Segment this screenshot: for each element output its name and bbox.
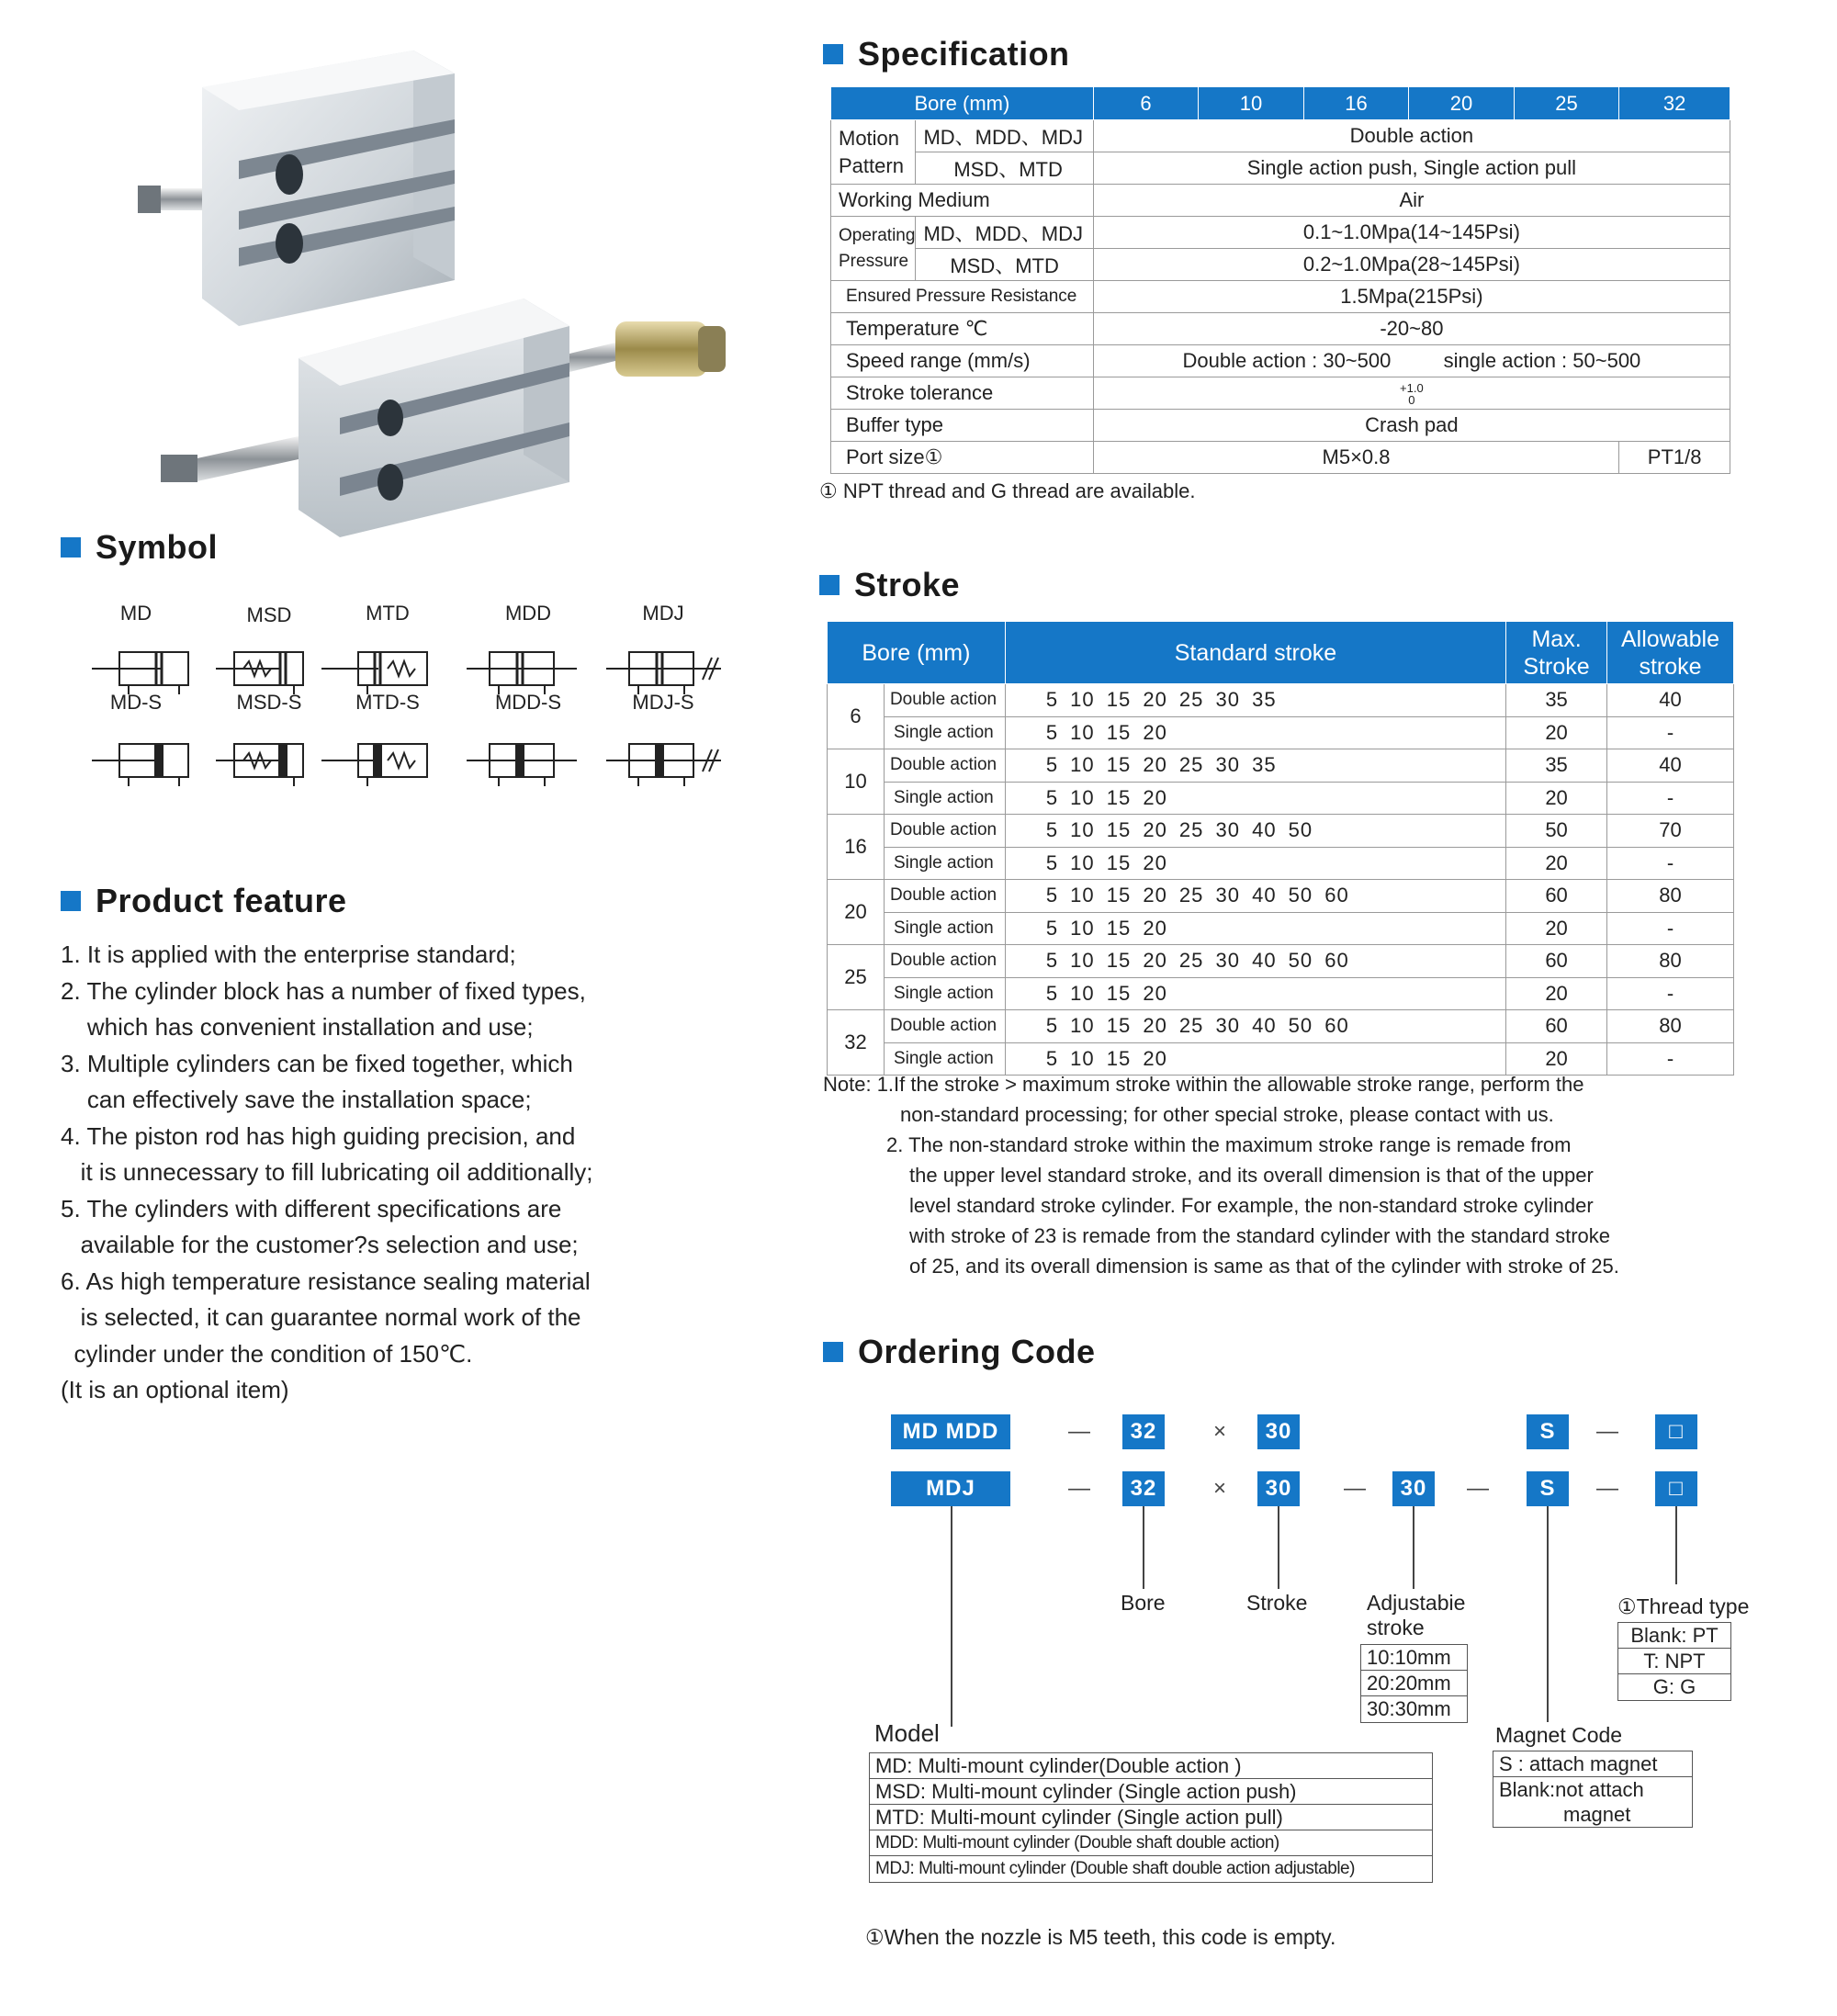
model-options-box: [869, 1752, 1433, 1883]
stroke-row-single: [828, 977, 1734, 1010]
symbol-section-title: [61, 528, 218, 567]
spec-header-cell: 20: [1409, 87, 1515, 120]
header-text: Max.: [1531, 625, 1582, 652]
adjust-options-box: [1360, 1644, 1468, 1723]
msd-symbol-icon: [216, 629, 335, 712]
stroke-allowable-cell: -: [1607, 977, 1734, 1010]
specification-section-title: [823, 35, 1070, 73]
spec-label-text: Pressure: [839, 251, 909, 271]
stroke-standard-cell: 5 10 15 20 25 30 40 50 60: [1005, 945, 1505, 978]
spec-header-cell: 32: [1619, 87, 1730, 120]
symbol-label-mtd: MTD: [366, 602, 410, 625]
bore-code-box: 32: [1122, 1414, 1165, 1449]
stroke-code-box: 30: [1257, 1414, 1300, 1449]
msd-s-symbol-icon: [216, 721, 335, 804]
bore-code-box: 32: [1122, 1471, 1165, 1506]
mdd-symbol-icon: [467, 629, 586, 712]
stroke-allowable-cell: 80: [1607, 945, 1734, 978]
stroke-header-standard: Standard stroke: [1005, 622, 1505, 684]
stroke-header-row: [828, 622, 1734, 684]
stroke-max-cell: 20: [1506, 977, 1607, 1010]
stroke-max-cell: 35: [1506, 684, 1607, 717]
section-square-icon: [61, 537, 81, 557]
stroke-row-double: [828, 880, 1734, 913]
stroke-max-cell: 60: [1506, 945, 1607, 978]
stroke-standard-cell: 5 10 15 20: [1005, 847, 1505, 880]
magnet-option: S : attach magnet: [1493, 1751, 1692, 1777]
spec-model-cell: MD、MDD、MDJ: [916, 120, 1093, 152]
header-text: Stroke: [1523, 653, 1590, 680]
stroke-bore-cell: 6: [828, 684, 885, 749]
model-code-box: MDJ: [891, 1471, 1010, 1506]
magnet-option-text: Blank:not attach: [1499, 1778, 1644, 1801]
spec-header-cell: 6: [1093, 87, 1198, 120]
stroke-standard-cell: 5 10 15 20 25 30 40 50 60: [1005, 1010, 1505, 1043]
spec-label-cell: Buffer type: [831, 410, 1094, 442]
section-title-text: Stroke: [854, 566, 961, 603]
stroke-row-single: [828, 847, 1734, 880]
specification-table: [830, 86, 1730, 474]
stroke-standard-cell: 5 10 15 20: [1005, 977, 1505, 1010]
model-option: MDD: Multi-mount cylinder (Double shaft double action): [870, 1830, 1432, 1856]
times-separator: ×: [1213, 1476, 1227, 1501]
spec-value-cell: PT1/8: [1619, 442, 1730, 474]
stroke-connector-line: [1278, 1506, 1279, 1589]
thread-code-box: □: [1655, 1471, 1697, 1506]
stroke-action-cell: Single action: [884, 847, 1005, 880]
spec-value-cell: M5×0.8: [1093, 442, 1619, 474]
stroke-allowable-cell: -: [1607, 782, 1734, 815]
stroke-allowable-cell: 70: [1607, 815, 1734, 848]
feature-line: can effectively save the installation space;: [61, 1086, 532, 1113]
adjust-option: 20:20mm: [1361, 1671, 1467, 1696]
mtd-symbol-icon: [321, 629, 441, 712]
spec-row: [831, 313, 1730, 345]
bore-connector-line: [1143, 1506, 1144, 1589]
section-square-icon: [823, 1342, 843, 1362]
stroke-standard-cell: 5 10 15 20: [1005, 782, 1505, 815]
spec-value-cell: -20~80: [1093, 313, 1730, 345]
spec-value-cell: Crash pad: [1093, 410, 1730, 442]
product-photo: [138, 51, 744, 537]
spec-value-cell: Single action push, Single action pull: [1093, 152, 1730, 185]
symbol-label-md: MD: [119, 602, 152, 625]
spec-pressure-label: [831, 217, 916, 281]
thread-code-box: □: [1655, 1414, 1697, 1449]
times-separator: ×: [1213, 1419, 1227, 1444]
spec-speed-double: Double action : 30~500: [1182, 349, 1392, 372]
spec-row: [831, 152, 1730, 185]
spec-motion-label: [831, 120, 916, 185]
stroke-max-cell: 60: [1506, 880, 1607, 913]
spec-model-cell: MD、MDD、MDJ: [916, 217, 1093, 249]
stroke-action-cell: Single action: [884, 1042, 1005, 1076]
spec-row: [831, 217, 1730, 249]
spec-row: [831, 345, 1730, 377]
stroke-max-cell: 20: [1506, 716, 1607, 749]
note-line: level standard stroke cylinder. For example, the non-standard stroke cylinder: [909, 1194, 1594, 1217]
stroke-action-cell: Double action: [884, 945, 1005, 978]
spec-row: [831, 120, 1730, 152]
stroke-bore-cell: 20: [828, 880, 885, 945]
spec-row: [831, 185, 1730, 217]
section-square-icon: [823, 44, 843, 64]
magnet-code-box: S: [1527, 1471, 1569, 1506]
stroke-max-cell: 35: [1506, 749, 1607, 783]
ordering-code-section-title: [823, 1333, 1096, 1371]
stroke-header-bore: Bore (mm): [828, 622, 1006, 684]
model-label: Model: [874, 1719, 940, 1747]
dash-separator: —: [1344, 1476, 1366, 1501]
adjust-label-text: Adjustabie: [1367, 1591, 1466, 1615]
section-title-text: Ordering Code: [858, 1333, 1096, 1370]
magnet-option-text: magnet: [1563, 1803, 1631, 1826]
spec-label-cell: Temperature ℃: [831, 313, 1094, 345]
feature-line: 5. The cylinders with different specifications are: [61, 1194, 562, 1222]
feature-line: is selected, it can guarantee normal work of the: [61, 1303, 581, 1331]
section-title-text: Product feature: [96, 882, 347, 919]
spec-row: [831, 442, 1730, 474]
feature-line: 3. Multiple cylinders can be fixed together, which: [61, 1049, 573, 1077]
spec-value-cell: 0.2~1.0Mpa(28~145Psi): [1093, 249, 1730, 281]
stroke-standard-cell: 5 10 15 20 25 30 35: [1005, 684, 1505, 717]
dash-separator: —: [1596, 1476, 1618, 1501]
model-option: MSD: Multi-mount cylinder (Single action push): [870, 1779, 1432, 1805]
stroke-action-cell: Single action: [884, 912, 1005, 945]
adjust-code-box: 30: [1392, 1471, 1435, 1506]
feature-line: available for the customer?s selection and use;: [61, 1231, 579, 1258]
dash-separator: —: [1068, 1419, 1090, 1444]
spec-label-cell: Port size①: [831, 442, 1094, 474]
model-connector-line: [951, 1506, 952, 1727]
stroke-max-cell: 20: [1506, 782, 1607, 815]
spec-row: [831, 249, 1730, 281]
stroke-standard-cell: 5 10 15 20: [1005, 1042, 1505, 1076]
spec-header-cell: 16: [1303, 87, 1409, 120]
stroke-max-cell: 20: [1506, 912, 1607, 945]
spec-value-cell: Double action: [1093, 120, 1730, 152]
stroke-row-double: [828, 1010, 1734, 1043]
stroke-allowable-cell: -: [1607, 1042, 1734, 1076]
feature-line: (It is an optional item): [61, 1376, 289, 1403]
symbol-label-mdd: MDD: [504, 602, 552, 625]
stroke-allowable-cell: 40: [1607, 684, 1734, 717]
stroke-bore-cell: 10: [828, 749, 885, 815]
stroke-table: [827, 621, 1734, 1076]
stroke-action-cell: Single action: [884, 716, 1005, 749]
spec-value-cell: Air: [1093, 185, 1730, 217]
dash-separator: —: [1068, 1476, 1090, 1501]
spec-value-cell: [1093, 377, 1730, 410]
magnet-option: [1493, 1777, 1692, 1827]
adjust-label: [1367, 1591, 1465, 1640]
stroke-action-cell: Double action: [884, 1010, 1005, 1043]
md-symbol-icon: [92, 629, 211, 712]
stroke-row-single: [828, 1042, 1734, 1076]
stroke-header-max: [1506, 622, 1607, 684]
feature-line: 4. The piston rod has high guiding precision, and: [61, 1121, 576, 1150]
stroke-allowable-cell: 40: [1607, 749, 1734, 783]
stroke-label: Stroke: [1246, 1591, 1308, 1615]
stroke-header-allowable: [1607, 622, 1734, 684]
stroke-bore-cell: 32: [828, 1010, 885, 1076]
magnet-code-box: S: [1527, 1414, 1569, 1449]
stroke-allowable-cell: -: [1607, 912, 1734, 945]
adjust-label-text: stroke: [1367, 1616, 1425, 1639]
note-line: with stroke of 23 is remade from the standard cylinder with the standard stroke: [909, 1224, 1611, 1247]
stroke-body: [828, 684, 1734, 1076]
thread-connector-line: [1675, 1506, 1677, 1584]
note-line: Note: 1.If the stroke > maximum stroke within the allowable stroke range, perform the: [823, 1073, 1584, 1096]
spec-model-cell: MSD、MTD: [916, 152, 1093, 185]
stroke-action-cell: Single action: [884, 782, 1005, 815]
stroke-standard-cell: 5 10 15 20 25 30 40 50: [1005, 815, 1505, 848]
header-text: stroke: [1639, 653, 1702, 680]
spec-label-text: Motion: [839, 126, 900, 150]
feature-line: cylinder under the condition of 150℃.: [61, 1339, 473, 1368]
stroke-action-cell: Double action: [884, 815, 1005, 848]
stroke-row-single: [828, 782, 1734, 815]
thread-options-box: [1617, 1622, 1731, 1701]
spec-value-cell: 1.5Mpa(215Psi): [1093, 281, 1730, 313]
stroke-max-cell: 50: [1506, 815, 1607, 848]
spec-label-text: Pattern: [839, 153, 904, 177]
model-code-box: MD MDD: [891, 1414, 1010, 1449]
ordering-footnote: ①When the nozzle is M5 teeth, this code is empty.: [865, 1925, 1336, 1949]
mdj-symbol-icon: [606, 629, 726, 712]
model-option: MTD: Multi-mount cylinder (Single action pull): [870, 1805, 1432, 1830]
symbol-label-mdj-s: MDJ-S: [632, 691, 694, 714]
stroke-code-box: 30: [1257, 1471, 1300, 1506]
spec-value-cell: [1093, 345, 1730, 377]
spec-header-cell: 25: [1514, 87, 1619, 120]
stroke-action-cell: Double action: [884, 749, 1005, 783]
model-option: MD: Multi-mount cylinder(Double action ): [870, 1753, 1432, 1779]
section-title-text: Symbol: [96, 528, 219, 566]
tolerance-lower: 0: [1408, 392, 1415, 407]
header-text: Allowable: [1621, 625, 1720, 652]
mdj-s-symbol-icon: [606, 721, 726, 804]
adjust-option: 10:10mm: [1361, 1645, 1467, 1671]
feature-line: 6. As high temperature resistance sealing material: [61, 1267, 591, 1295]
spec-header-bore: Bore (mm): [831, 87, 1094, 120]
stroke-action-cell: Single action: [884, 977, 1005, 1010]
spec-footnote: ① NPT thread and G thread are available.: [819, 479, 1196, 502]
bore-label: Bore: [1121, 1591, 1166, 1615]
stroke-row-single: [828, 912, 1734, 945]
note-line: the upper level standard stroke, and its overall dimension is that of the upper: [909, 1164, 1594, 1187]
stroke-allowable-cell: 80: [1607, 1010, 1734, 1043]
spec-model-cell: MSD、MTD: [916, 249, 1093, 281]
stroke-section-title: [819, 566, 960, 604]
spec-row: [831, 377, 1730, 410]
mdd-s-symbol-icon: [467, 721, 586, 804]
note-line: of 25, and its overall dimension is same as that of the cylinder with stroke of 25.: [909, 1255, 1619, 1278]
magnet-code-label: Magnet Code: [1495, 1723, 1623, 1747]
section-title-text: Specification: [858, 35, 1070, 73]
stroke-standard-cell: 5 10 15 20 25 30 35: [1005, 749, 1505, 783]
spec-header-cell: 10: [1199, 87, 1304, 120]
spec-label-cell: Working Medium: [831, 185, 1094, 217]
stroke-row-double: [828, 945, 1734, 978]
stroke-standard-cell: 5 10 15 20 25 30 40 50 60: [1005, 880, 1505, 913]
spec-label-text: Operating: [839, 225, 916, 245]
spec-speed-single: single action : 50~500: [1443, 349, 1641, 372]
stroke-allowable-cell: 80: [1607, 880, 1734, 913]
stroke-row-double: [828, 815, 1734, 848]
dash-separator: —: [1596, 1419, 1618, 1444]
symbol-label-msd: MSD: [246, 603, 292, 626]
model-option: MDJ: Multi-mount cylinder (Double shaft double action adjustable): [875, 1859, 1355, 1878]
stroke-standard-cell: 5 10 15 20: [1005, 912, 1505, 945]
stroke-bore-cell: 25: [828, 945, 885, 1010]
spec-row: [831, 281, 1730, 313]
stroke-action-cell: Double action: [884, 684, 1005, 717]
symbol-label-md-s: MD-S: [109, 691, 163, 714]
stroke-bore-cell: 16: [828, 815, 885, 880]
magnet-options-box: [1493, 1751, 1693, 1828]
note-line: non-standard processing; for other special stroke, please contact with us.: [900, 1103, 1554, 1126]
stroke-allowable-cell: -: [1607, 716, 1734, 749]
spec-label-cell: Speed range (mm/s): [831, 345, 1094, 377]
symbol-label-msd-s: MSD-S: [236, 691, 302, 714]
spec-header-row: [831, 87, 1730, 120]
spec-label-cell: Ensured Pressure Resistance: [831, 281, 1094, 313]
stroke-row-double: [828, 749, 1734, 783]
adjust-connector-line: [1413, 1506, 1414, 1589]
symbol-label-mdd-s: MDD-S: [494, 691, 562, 714]
symbol-label-mdj: MDJ: [642, 602, 684, 625]
stroke-standard-cell: 5 10 15 20: [1005, 716, 1505, 749]
stroke-row-double: [828, 684, 1734, 717]
spec-label-cell: Stroke tolerance: [831, 377, 1094, 410]
section-square-icon: [61, 891, 81, 911]
spec-row: [831, 410, 1730, 442]
stroke-max-cell: 20: [1506, 847, 1607, 880]
thread-type-label: ①Thread type: [1617, 1594, 1750, 1618]
feature-line: 1. It is applied with the enterprise standard;: [61, 940, 516, 968]
dash-separator: —: [1467, 1476, 1489, 1501]
tolerance-upper: +1.0: [1400, 380, 1424, 395]
mtd-s-symbol-icon: [321, 721, 441, 804]
spec-value-cell: 0.1~1.0Mpa(14~145Psi): [1093, 217, 1730, 249]
product-feature-section-title: [61, 882, 347, 920]
md-s-symbol-icon: [92, 721, 211, 804]
magnet-connector-line: [1547, 1506, 1549, 1722]
feature-line: it is unnecessary to fill lubricating oil additionally;: [61, 1158, 593, 1186]
stroke-row-single: [828, 716, 1734, 749]
stroke-max-cell: 60: [1506, 1010, 1607, 1043]
thread-option: G: G: [1652, 1675, 1696, 1698]
stroke-action-cell: Double action: [884, 880, 1005, 913]
symbol-label-mtd-s: MTD-S: [355, 691, 420, 714]
section-square-icon: [819, 575, 840, 595]
adjust-option: 30:30mm: [1367, 1697, 1451, 1720]
feature-line: 2. The cylinder block has a number of fixed types,: [61, 976, 586, 1005]
thread-option: T: NPT: [1618, 1649, 1730, 1674]
feature-line: which has convenient installation and use;: [61, 1013, 534, 1041]
stroke-allowable-cell: -: [1607, 847, 1734, 880]
thread-option: Blank: PT: [1618, 1623, 1730, 1649]
note-line: 2. The non-standard stroke within the maximum stroke range is remade from: [886, 1133, 1572, 1156]
feature-list: [61, 937, 722, 1409]
stroke-max-cell: 20: [1506, 1042, 1607, 1076]
